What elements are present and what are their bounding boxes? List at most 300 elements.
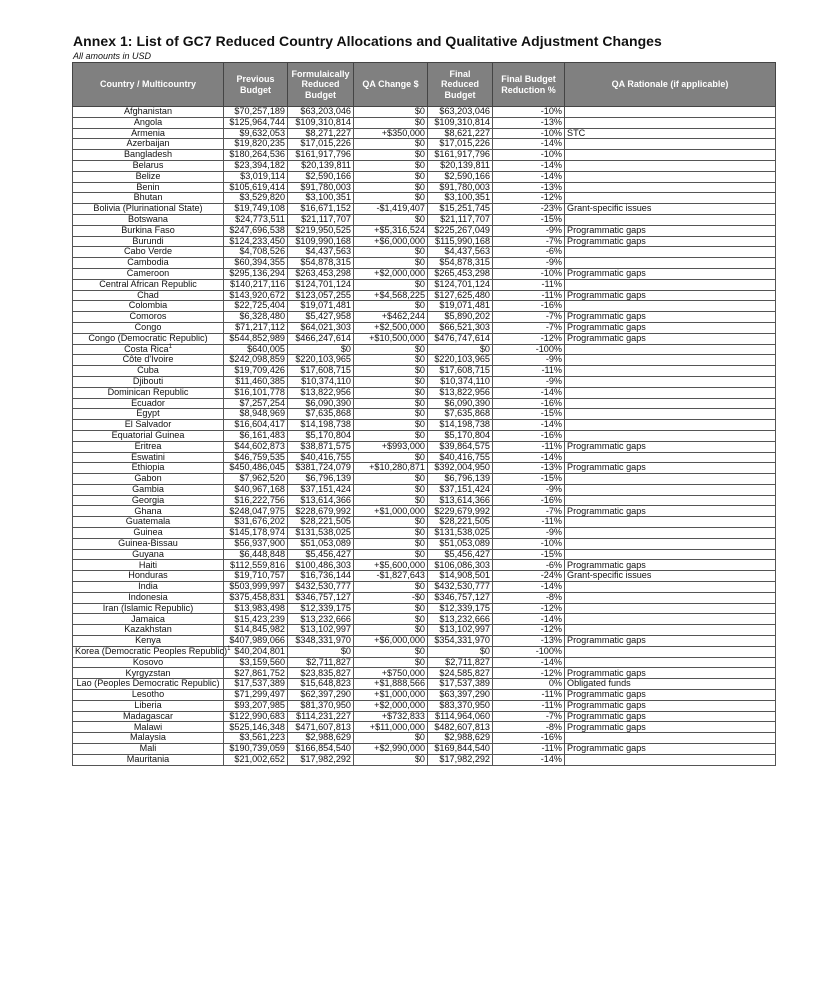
cell-previous-budget: $242,098,859 (224, 355, 288, 366)
cell-previous-budget: $247,696,538 (224, 225, 288, 236)
cell-qa-rationale (565, 592, 776, 603)
cell-final-reduced: $229,679,992 (428, 506, 493, 517)
cell-final-reduced: $5,170,804 (428, 430, 493, 441)
cell-qa-rationale: Programmatic gaps (565, 690, 776, 701)
cell-qa-change: +$2,500,000 (354, 322, 428, 333)
cell-final-reduction-pct: -100% (493, 646, 565, 657)
table-row (73, 506, 776, 517)
cell-qa-rationale (565, 625, 776, 636)
cell-previous-budget: $112,559,816 (224, 560, 288, 571)
cell-formulaic-reduced: $6,090,390 (288, 398, 354, 409)
table-row (73, 214, 776, 225)
cell-final-reduction-pct: -9% (493, 225, 565, 236)
country-name: Guinea (133, 527, 163, 538)
cell-formulaic-reduced: $263,453,298 (288, 268, 354, 279)
cell-final-reduction-pct: -11% (493, 690, 565, 701)
cell-final-reduction-pct: -16% (493, 301, 565, 312)
cell-qa-rationale (565, 538, 776, 549)
cell-final-reduction-pct: -16% (493, 430, 565, 441)
cell-qa-change: +$4,568,225 (354, 290, 428, 301)
cell-final-reduction-pct: -11% (493, 700, 565, 711)
country-name: Guinea-Bissau (118, 537, 178, 548)
cell-country (73, 366, 224, 377)
cell-qa-change: +$462,244 (354, 312, 428, 323)
cell-qa-rationale: Programmatic gaps (565, 236, 776, 247)
cell-final-reduced: $482,607,813 (428, 722, 493, 733)
cell-country (73, 517, 224, 528)
cell-formulaic-reduced: $381,724,079 (288, 463, 354, 474)
table-row (73, 474, 776, 485)
cell-qa-change: $0 (354, 366, 428, 377)
cell-country (73, 645, 231, 657)
country-name: Mali (139, 743, 157, 754)
cell-qa-rationale (565, 279, 776, 290)
cell-country (73, 538, 224, 549)
cell-qa-change: -$1,419,407 (354, 204, 428, 215)
cell-formulaic-reduced: $114,231,227 (288, 711, 354, 722)
cell-qa-change: +$1,000,000 (354, 690, 428, 701)
cell-country (73, 344, 224, 355)
cell-qa-change: +$1,000,000 (354, 506, 428, 517)
cell-formulaic-reduced: $346,757,127 (288, 592, 354, 603)
cell-qa-rationale (565, 474, 776, 485)
cell-qa-rationale (565, 139, 776, 150)
country-name: Ecuador (131, 397, 165, 408)
country-name: Indonesia (128, 591, 168, 602)
table-row (73, 700, 776, 711)
cell-country (73, 603, 224, 614)
cell-qa-rationale (565, 355, 776, 366)
footnote-marker: 1 (168, 343, 172, 350)
cell-qa-change: +$6,000,000 (354, 636, 428, 647)
table-row (73, 560, 776, 571)
country-name: Madagascar (122, 710, 174, 721)
cell-final-reduced: $4,437,563 (428, 247, 493, 258)
cell-formulaic-reduced: $81,370,950 (288, 700, 354, 711)
cell-formulaic-reduced: $166,854,540 (288, 744, 354, 755)
cell-qa-rationale (565, 582, 776, 593)
cell-qa-change: $0 (354, 387, 428, 398)
table-row (73, 463, 776, 474)
cell-final-reduction-pct: -15% (493, 474, 565, 485)
cell-previous-budget: $21,002,652 (224, 754, 288, 765)
cell-qa-rationale (565, 657, 776, 668)
cell-final-reduced: $19,071,481 (428, 301, 493, 312)
table-row (73, 398, 776, 409)
cell-qa-rationale (565, 398, 776, 409)
cell-qa-change: +$10,500,000 (354, 333, 428, 344)
header-qa-change: QA Change $ (354, 63, 428, 107)
country-name: Cambodia (127, 257, 169, 268)
cell-final-reduction-pct: -14% (493, 171, 565, 182)
cell-previous-budget: $6,328,480 (224, 312, 288, 323)
cell-final-reduced: $17,537,389 (428, 679, 493, 690)
cell-previous-budget: $71,217,112 (224, 322, 288, 333)
cell-qa-rationale (565, 754, 776, 765)
cell-qa-change: $0 (354, 279, 428, 290)
table-row (73, 722, 776, 733)
cell-formulaic-reduced: $131,538,025 (288, 528, 354, 539)
cell-final-reduced: $265,453,298 (428, 268, 493, 279)
cell-country (73, 171, 224, 182)
cell-previous-budget: $180,264,536 (224, 150, 288, 161)
cell-final-reduction-pct: -9% (493, 376, 565, 387)
cell-previous-budget: $640,005 (224, 344, 288, 355)
cell-previous-budget: $125,964,744 (224, 117, 288, 128)
cell-qa-rationale (565, 150, 776, 161)
cell-final-reduction-pct: -9% (493, 484, 565, 495)
cell-country (73, 592, 224, 603)
cell-previous-budget: $122,990,683 (224, 711, 288, 722)
cell-qa-change: $0 (354, 193, 428, 204)
table-row (73, 592, 776, 603)
cell-formulaic-reduced: $348,331,970 (288, 636, 354, 647)
cell-formulaic-reduced: $19,071,481 (288, 301, 354, 312)
cell-final-reduced: $83,370,950 (428, 700, 493, 711)
cell-country (73, 333, 224, 344)
cell-previous-budget: $450,486,045 (224, 463, 288, 474)
cell-qa-rationale (565, 214, 776, 225)
table-row (73, 495, 776, 506)
country-name: Egypt (136, 408, 160, 419)
cell-qa-rationale (565, 549, 776, 560)
cell-final-reduction-pct: -9% (493, 355, 565, 366)
cell-previous-budget: $19,820,235 (224, 139, 288, 150)
table-row (73, 636, 776, 647)
cell-formulaic-reduced: $40,416,755 (288, 452, 354, 463)
table-row (73, 204, 776, 215)
cell-previous-budget: $544,852,989 (224, 333, 288, 344)
cell-final-reduction-pct: -12% (493, 193, 565, 204)
table-row (73, 344, 776, 355)
cell-previous-budget: $525,146,348 (224, 722, 288, 733)
table-row (73, 301, 776, 312)
cell-formulaic-reduced: $21,117,707 (288, 214, 354, 225)
country-name: Equatorial Guinea (111, 430, 185, 440)
cell-country (73, 182, 224, 193)
cell-previous-budget: $56,937,900 (224, 538, 288, 549)
country-name: Lao (Peoples Democratic Republic) (76, 678, 220, 689)
cell-qa-rationale: Programmatic gaps (565, 290, 776, 301)
cell-qa-change: $0 (354, 646, 428, 657)
table-row (73, 625, 776, 636)
cell-formulaic-reduced: $5,427,958 (288, 312, 354, 323)
table-header (73, 63, 776, 107)
cell-formulaic-reduced: $63,203,046 (288, 107, 354, 118)
country-name: Botswana (128, 214, 168, 225)
table-row (73, 290, 776, 301)
cell-final-reduction-pct: -12% (493, 603, 565, 614)
cell-formulaic-reduced: $62,397,290 (288, 690, 354, 701)
country-name: Eritrea (134, 440, 162, 451)
cell-formulaic-reduced: $123,057,255 (288, 290, 354, 301)
cell-qa-change: $0 (354, 171, 428, 182)
table-row (73, 225, 776, 236)
cell-country (73, 668, 224, 679)
country-name: Iran (Islamic Republic) (102, 602, 194, 613)
cell-country (73, 214, 224, 225)
cell-final-reduced: $6,796,139 (428, 474, 493, 485)
table-row (73, 538, 776, 549)
cell-qa-change: $0 (354, 657, 428, 668)
cell-final-reduced: $10,374,110 (428, 376, 493, 387)
cell-previous-budget: $19,749,108 (224, 204, 288, 215)
table-row (73, 376, 776, 387)
cell-final-reduction-pct: -7% (493, 236, 565, 247)
cell-qa-rationale: Grant-specific issues (565, 571, 776, 582)
cell-final-reduction-pct: -12% (493, 625, 565, 636)
cell-country (73, 290, 224, 301)
country-name: Costa Rica (124, 343, 169, 354)
cell-qa-change: $0 (354, 754, 428, 765)
cell-previous-budget: $31,676,202 (224, 517, 288, 528)
cell-formulaic-reduced: $0 (288, 344, 354, 355)
table-row (73, 614, 776, 625)
cell-final-reduction-pct: -14% (493, 160, 565, 171)
cell-formulaic-reduced: $109,310,814 (288, 117, 354, 128)
cell-final-reduction-pct: -16% (493, 495, 565, 506)
cell-previous-budget: $6,448,848 (224, 549, 288, 560)
cell-qa-rationale (565, 344, 776, 355)
country-name: Honduras (128, 570, 168, 581)
cell-qa-rationale (565, 528, 776, 539)
cell-qa-rationale: Programmatic gaps (565, 560, 776, 571)
cell-final-reduced: $432,530,777 (428, 582, 493, 593)
country-name: Cameroon (126, 268, 170, 279)
cell-final-reduction-pct: -10% (493, 107, 565, 118)
cell-formulaic-reduced: $228,679,992 (288, 506, 354, 517)
cell-final-reduction-pct: -15% (493, 409, 565, 420)
cell-final-reduced: $24,585,827 (428, 668, 493, 679)
cell-qa-change: $0 (354, 301, 428, 312)
cell-previous-budget: $124,233,450 (224, 236, 288, 247)
country-name: Congo (Democratic Republic) (88, 332, 208, 343)
cell-country (73, 636, 224, 647)
cell-qa-rationale: Programmatic gaps (565, 225, 776, 236)
cell-country (73, 258, 224, 269)
table-row (73, 452, 776, 463)
cell-formulaic-reduced: $5,170,804 (288, 430, 354, 441)
table-row (73, 117, 776, 128)
country-name: Central African Republic (99, 278, 197, 289)
footnote-marker: 1 (227, 645, 231, 652)
cell-final-reduction-pct: -13% (493, 117, 565, 128)
table-row (73, 236, 776, 247)
country-name: Bangladesh (123, 149, 173, 160)
cell-formulaic-reduced: $100,486,303 (288, 560, 354, 571)
cell-final-reduction-pct: -24% (493, 571, 565, 582)
cell-final-reduction-pct: -14% (493, 387, 565, 398)
cell-final-reduced: $13,614,366 (428, 495, 493, 506)
cell-qa-rationale (565, 193, 776, 204)
cell-final-reduced: $51,053,089 (428, 538, 493, 549)
document-subtitle: All amounts in USD (73, 51, 152, 61)
table-row (73, 366, 776, 377)
cell-final-reduction-pct: -16% (493, 398, 565, 409)
country-name: Mauritania (126, 753, 170, 764)
cell-qa-rationale: Programmatic gaps (565, 700, 776, 711)
table-row (73, 646, 776, 657)
table-row (73, 690, 776, 701)
cell-formulaic-reduced: $13,614,366 (288, 495, 354, 506)
cell-final-reduction-pct: -14% (493, 452, 565, 463)
cell-formulaic-reduced: $13,102,997 (288, 625, 354, 636)
cell-formulaic-reduced: $109,990,168 (288, 236, 354, 247)
cell-final-reduced: $5,890,202 (428, 312, 493, 323)
country-name: Afghanistan (123, 106, 173, 117)
cell-final-reduced: $7,635,868 (428, 409, 493, 420)
cell-final-reduced: $346,757,127 (428, 592, 493, 603)
table-row (73, 582, 776, 593)
cell-qa-change: $0 (354, 614, 428, 625)
cell-final-reduced: $124,701,124 (428, 279, 493, 290)
cell-previous-budget: $105,619,414 (224, 182, 288, 193)
cell-previous-budget: $16,101,778 (224, 387, 288, 398)
table-row (73, 744, 776, 755)
cell-final-reduction-pct: -23% (493, 204, 565, 215)
cell-previous-budget: $3,561,223 (224, 733, 288, 744)
cell-qa-rationale: Programmatic gaps (565, 463, 776, 474)
cell-qa-rationale (565, 603, 776, 614)
country-name: Gabon (134, 473, 162, 484)
cell-country (73, 679, 224, 690)
cell-final-reduction-pct: -10% (493, 128, 565, 139)
header-formulaic-reduced: Formulaically Reduced Budget (288, 63, 354, 107)
cell-formulaic-reduced: $466,247,614 (288, 333, 354, 344)
cell-formulaic-reduced: $4,437,563 (288, 247, 354, 258)
cell-previous-budget: $4,708,526 (224, 247, 288, 258)
cell-final-reduced: $354,331,970 (428, 636, 493, 647)
table-row (73, 268, 776, 279)
cell-final-reduction-pct: -14% (493, 582, 565, 593)
country-name: Korea (Democratic Peoples Republic) (75, 645, 228, 656)
cell-qa-rationale (565, 366, 776, 377)
cell-final-reduced: $0 (428, 646, 493, 657)
country-name: Bhutan (133, 192, 163, 203)
cell-previous-budget: $17,537,389 (224, 679, 288, 690)
cell-previous-budget: $19,710,757 (224, 571, 288, 582)
cell-final-reduced: $28,221,505 (428, 517, 493, 528)
country-name: Cabo Verde (123, 246, 173, 257)
cell-previous-budget: $295,136,294 (224, 268, 288, 279)
cell-qa-change: $0 (354, 139, 428, 150)
table-row (73, 107, 776, 118)
cell-final-reduced: $131,538,025 (428, 528, 493, 539)
cell-qa-rationale (565, 247, 776, 258)
cell-previous-budget: $7,962,520 (224, 474, 288, 485)
cell-qa-change: $0 (354, 182, 428, 193)
cell-previous-budget: $71,299,497 (224, 690, 288, 701)
cell-final-reduction-pct: -9% (493, 258, 565, 269)
cell-formulaic-reduced: $0 (288, 646, 354, 657)
cell-country (73, 107, 224, 118)
cell-country (73, 301, 224, 312)
table-row (73, 657, 776, 668)
cell-qa-rationale (565, 171, 776, 182)
country-name: Kyrgyzstan (125, 667, 171, 678)
cell-qa-change: $0 (354, 258, 428, 269)
table-row (73, 387, 776, 398)
cell-final-reduced: $14,198,738 (428, 420, 493, 431)
cell-qa-change: +$11,000,000 (354, 722, 428, 733)
cell-qa-rationale (565, 614, 776, 625)
cell-previous-budget: $16,222,756 (224, 495, 288, 506)
cell-final-reduction-pct: -16% (493, 733, 565, 744)
cell-formulaic-reduced: $15,648,823 (288, 679, 354, 690)
cell-qa-change: +$10,280,871 (354, 463, 428, 474)
cell-final-reduction-pct: -10% (493, 150, 565, 161)
cell-final-reduction-pct: -10% (493, 538, 565, 549)
cell-country (73, 160, 224, 171)
cell-previous-budget: $248,047,975 (224, 506, 288, 517)
cell-final-reduced: $2,711,827 (428, 657, 493, 668)
cell-country (73, 463, 224, 474)
country-name: Gambia (132, 483, 164, 494)
country-name: Guatemala (125, 516, 171, 527)
cell-country (73, 322, 224, 333)
cell-previous-budget: $40,204,801 (224, 646, 288, 657)
cell-previous-budget: $13,983,498 (224, 603, 288, 614)
country-name: Georgia (131, 494, 165, 505)
country-name: El Salvador (124, 419, 172, 430)
cell-country (73, 484, 224, 495)
country-name: India (138, 581, 158, 592)
cell-qa-change: +$1,888,566 (354, 679, 428, 690)
cell-qa-rationale (565, 376, 776, 387)
cell-final-reduction-pct: -6% (493, 247, 565, 258)
table-row (73, 528, 776, 539)
country-name: Azerbaijan (126, 138, 170, 149)
cell-final-reduced: $3,100,351 (428, 193, 493, 204)
cell-previous-budget: $7,257,254 (224, 398, 288, 409)
cell-formulaic-reduced: $12,339,175 (288, 603, 354, 614)
cell-previous-budget: $140,217,116 (224, 279, 288, 290)
country-name: Jamaica (131, 613, 165, 624)
cell-country (73, 420, 224, 431)
cell-final-reduced: $13,232,666 (428, 614, 493, 625)
header-final-reduction-pct: Final Budget Reduction % (493, 63, 565, 107)
country-name: Malawi (133, 721, 163, 732)
country-name: Armenia (131, 127, 165, 138)
cell-previous-budget: $3,159,560 (224, 657, 288, 668)
table-row (73, 733, 776, 744)
cell-previous-budget: $11,460,385 (224, 376, 288, 387)
cell-previous-budget: $22,725,404 (224, 301, 288, 312)
cell-previous-budget: $9,632,053 (224, 128, 288, 139)
cell-qa-rationale: Programmatic gaps (565, 268, 776, 279)
cell-qa-rationale: Programmatic gaps (565, 322, 776, 333)
cell-final-reduction-pct: 0% (493, 679, 565, 690)
cell-previous-budget: $14,845,982 (224, 625, 288, 636)
cell-country (73, 268, 224, 279)
cell-country (73, 312, 224, 323)
cell-formulaic-reduced: $2,988,629 (288, 733, 354, 744)
cell-formulaic-reduced: $220,103,965 (288, 355, 354, 366)
cell-final-reduced: $0 (428, 344, 493, 355)
cell-qa-change: +$2,000,000 (354, 700, 428, 711)
cell-qa-change: +$5,316,524 (354, 225, 428, 236)
country-name: Burkina Faso (121, 224, 175, 235)
cell-final-reduction-pct: -100% (493, 344, 565, 355)
cell-country (73, 711, 224, 722)
country-name: Haiti (138, 559, 158, 570)
cell-previous-budget: $145,178,974 (224, 528, 288, 539)
cell-final-reduced: $2,590,166 (428, 171, 493, 182)
cell-qa-rationale (565, 160, 776, 171)
cell-qa-change: +$993,000 (354, 441, 428, 452)
country-name: Belarus (132, 160, 164, 171)
cell-final-reduction-pct: -6% (493, 560, 565, 571)
